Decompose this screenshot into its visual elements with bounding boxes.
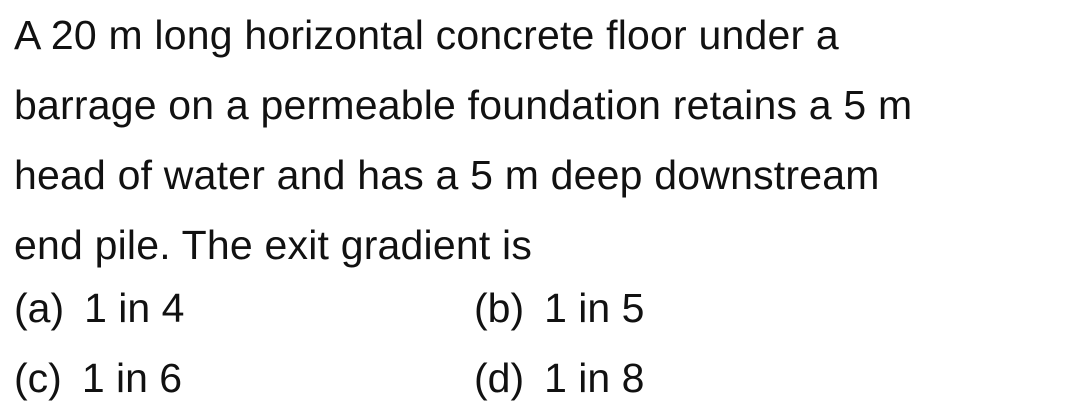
option-c-letter: (c) [14, 355, 62, 401]
option-a[interactable] [14, 278, 184, 338]
option-b-letter: (b) [474, 285, 525, 331]
option-b-text: 1 in 5 [544, 285, 645, 331]
option-d[interactable] [474, 348, 644, 408]
option-c-text: 1 in 6 [81, 355, 183, 401]
question-line-1: A 20 m long horizontal concrete floor under a [14, 12, 839, 58]
option-d-letter: (d) [474, 355, 525, 401]
answer-options [14, 278, 1074, 418]
question-stem [14, 0, 1074, 280]
question-line-4: end pile. The exit gradient is [14, 222, 533, 268]
question-line-3: head of water and has a 5 m deep downstream [14, 152, 880, 198]
question-line-2: barrage on a permeable foundation retains a 5 m [14, 82, 913, 128]
option-a-text: 1 in 4 [84, 285, 185, 331]
option-d-text: 1 in 8 [544, 355, 645, 401]
option-c[interactable] [14, 348, 182, 408]
options-row-1 [14, 278, 1074, 348]
options-row-2 [14, 348, 1074, 418]
option-b[interactable] [474, 278, 644, 338]
option-a-letter: (a) [14, 285, 65, 331]
